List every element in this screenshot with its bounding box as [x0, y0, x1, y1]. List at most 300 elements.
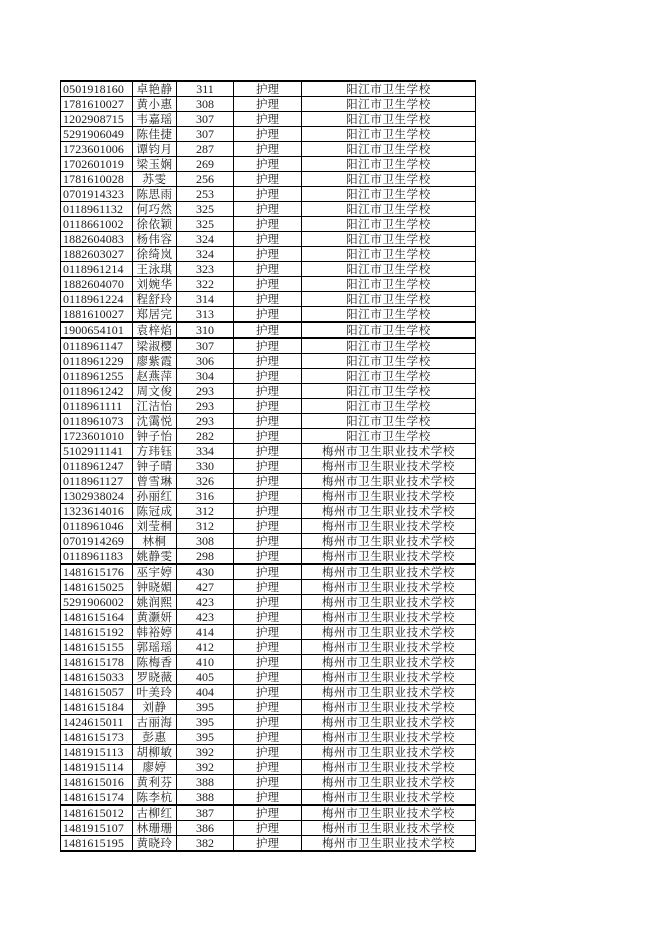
table-row [61, 338, 475, 354]
cell-exam-id[interactable]: 0118961247 [61, 459, 133, 474]
cell-exam-id[interactable]: 5102911141 [61, 444, 133, 459]
cell-school[interactable]: 梅州市卫生职业技术学校 [302, 790, 476, 806]
cell-major[interactable]: 护理 [234, 232, 302, 247]
cell-score[interactable]: 282 [177, 429, 234, 444]
cell-school[interactable]: 阳江市卫生学校 [302, 112, 476, 127]
cell-school[interactable]: 阳江市卫生学校 [302, 307, 476, 323]
cell-major[interactable]: 护理 [234, 489, 302, 504]
cell-exam-id[interactable]: 1481615174 [61, 790, 133, 806]
cell-score[interactable]: 311 [177, 82, 234, 97]
cell-major[interactable]: 护理 [234, 610, 302, 625]
cell-school[interactable]: 阳江市卫生学校 [302, 247, 476, 262]
cell-score[interactable]: 334 [177, 444, 234, 459]
cell-major[interactable]: 护理 [234, 277, 302, 292]
cell-exam-id[interactable]: 0118961111 [61, 399, 133, 414]
cell-student-name[interactable]: 彭惠 [133, 730, 177, 745]
table-row [61, 232, 475, 247]
table-row [61, 489, 475, 504]
cell-major[interactable]: 护理 [234, 504, 302, 519]
table-row [61, 399, 475, 414]
cell-exam-id[interactable]: 1481615164 [61, 610, 133, 625]
cell-student-name[interactable]: 杨伟容 [133, 232, 177, 247]
cell-exam-id[interactable]: 1323614016 [61, 504, 133, 519]
cell-score[interactable]: 405 [177, 670, 234, 685]
cell-student-name[interactable]: 卓艳静 [133, 82, 177, 97]
cell-student-name[interactable]: 孙丽红 [133, 489, 177, 504]
cell-school[interactable]: 阳江市卫生学校 [302, 172, 476, 187]
table-row [61, 534, 475, 549]
cell-exam-id[interactable]: 1723601006 [61, 142, 133, 157]
table-row [61, 519, 475, 534]
cell-score[interactable]: 324 [177, 247, 234, 262]
cell-student-name[interactable]: 陈梅香 [133, 655, 177, 670]
cell-score[interactable]: 423 [177, 595, 234, 610]
table-row [61, 322, 475, 338]
cell-score[interactable]: 269 [177, 157, 234, 172]
cell-student-name[interactable]: 苏雯 [133, 172, 177, 187]
cell-major[interactable]: 护理 [234, 640, 302, 655]
cell-student-name[interactable]: 陈李杭 [133, 790, 177, 806]
cell-major[interactable]: 护理 [234, 187, 302, 202]
cell-student-name[interactable]: 刘静 [133, 700, 177, 715]
cell-school[interactable]: 阳江市卫生学校 [302, 384, 476, 399]
cell-score[interactable]: 316 [177, 489, 234, 504]
cell-student-name[interactable]: 陈冠成 [133, 504, 177, 519]
cell-score[interactable]: 310 [177, 322, 234, 338]
cell-school[interactable]: 阳江市卫生学校 [302, 82, 476, 97]
cell-student-name[interactable]: 郭瑶瑶 [133, 640, 177, 655]
table-row [61, 384, 475, 399]
table-row [61, 202, 475, 217]
cell-score[interactable]: 395 [177, 715, 234, 730]
cell-major[interactable]: 护理 [234, 836, 302, 851]
cell-major[interactable]: 护理 [234, 338, 302, 354]
cell-student-name[interactable]: 胡柳敏 [133, 745, 177, 760]
cell-student-name[interactable]: 王泳琪 [133, 262, 177, 277]
cell-school[interactable]: 阳江市卫生学校 [302, 187, 476, 202]
cell-score[interactable]: 388 [177, 790, 234, 806]
cell-school[interactable]: 梅州市卫生职业技术学校 [302, 534, 476, 549]
cell-score[interactable]: 392 [177, 745, 234, 760]
cell-school[interactable]: 梅州市卫生职业技术学校 [302, 610, 476, 625]
table-row [61, 821, 475, 836]
cell-major[interactable]: 护理 [234, 217, 302, 232]
cell-exam-id[interactable]: 1781610027 [61, 97, 133, 112]
cell-student-name[interactable]: 袁梓焰 [133, 322, 177, 338]
cell-school[interactable]: 梅州市卫生职业技术学校 [302, 700, 476, 715]
cell-school[interactable]: 阳江市卫生学校 [302, 157, 476, 172]
cell-score[interactable]: 323 [177, 262, 234, 277]
cell-school[interactable]: 梅州市卫生职业技术学校 [302, 519, 476, 534]
table-row [61, 504, 475, 519]
cell-major[interactable]: 护理 [234, 97, 302, 112]
cell-score[interactable]: 410 [177, 655, 234, 670]
cell-major[interactable]: 护理 [234, 444, 302, 459]
cell-exam-id[interactable]: 0501918160 [61, 82, 133, 97]
cell-student-name[interactable]: 沈霭悦 [133, 414, 177, 429]
table-row [61, 670, 475, 685]
cell-school[interactable]: 梅州市卫生职业技术学校 [302, 685, 476, 700]
cell-student-name[interactable]: 黄晓玲 [133, 836, 177, 851]
cell-score[interactable]: 307 [177, 112, 234, 127]
cell-exam-id[interactable]: 0118661002 [61, 217, 133, 232]
cell-exam-id[interactable]: 1481615173 [61, 730, 133, 745]
cell-exam-id[interactable]: 0118961127 [61, 474, 133, 489]
cell-score[interactable]: 392 [177, 760, 234, 775]
table-row [61, 292, 475, 307]
cell-exam-id[interactable]: 1481915114 [61, 760, 133, 775]
table-row [61, 836, 475, 851]
cell-school[interactable]: 梅州市卫生职业技术学校 [302, 474, 476, 489]
cell-score[interactable]: 382 [177, 836, 234, 851]
cell-exam-id[interactable]: 1481615016 [61, 775, 133, 790]
spreadsheet-table [60, 80, 476, 852]
cell-score[interactable]: 325 [177, 202, 234, 217]
cell-major[interactable]: 护理 [234, 685, 302, 700]
cell-school[interactable]: 梅州市卫生职业技术学校 [302, 655, 476, 670]
cell-school[interactable]: 梅州市卫生职业技术学校 [302, 760, 476, 775]
cell-school[interactable]: 阳江市卫生学校 [302, 217, 476, 232]
cell-school[interactable]: 梅州市卫生职业技术学校 [302, 595, 476, 610]
table-row [61, 625, 475, 640]
cell-score[interactable]: 412 [177, 640, 234, 655]
cell-major[interactable]: 护理 [234, 549, 302, 565]
table-row [61, 655, 475, 670]
cell-student-name[interactable]: 郑居完 [133, 307, 177, 323]
cell-school[interactable]: 梅州市卫生职业技术学校 [302, 504, 476, 519]
table-row [61, 700, 475, 715]
cell-student-name[interactable]: 钟晓媚 [133, 580, 177, 595]
cell-student-name[interactable]: 徐依颖 [133, 217, 177, 232]
cell-student-name[interactable]: 钟子晴 [133, 459, 177, 474]
cell-student-name[interactable]: 巫宇婷 [133, 564, 177, 580]
cell-exam-id[interactable]: 1702601019 [61, 157, 133, 172]
cell-school[interactable]: 梅州市卫生职业技术学校 [302, 549, 476, 565]
table-row [61, 730, 475, 745]
cell-score[interactable]: 324 [177, 232, 234, 247]
cell-score[interactable]: 306 [177, 354, 234, 369]
cell-score[interactable]: 253 [177, 187, 234, 202]
cell-exam-id[interactable]: 1481615195 [61, 836, 133, 851]
table-row [61, 142, 475, 157]
cell-student-name[interactable]: 姚润熙 [133, 595, 177, 610]
cell-exam-id[interactable]: 0701914269 [61, 534, 133, 549]
cell-exam-id[interactable]: 0118961183 [61, 549, 133, 565]
cell-school[interactable]: 阳江市卫生学校 [302, 322, 476, 338]
cell-score[interactable]: 308 [177, 97, 234, 112]
cell-major[interactable]: 护理 [234, 172, 302, 187]
cell-major[interactable]: 护理 [234, 112, 302, 127]
table-row [61, 760, 475, 775]
cell-school[interactable]: 阳江市卫生学校 [302, 399, 476, 414]
table-row [61, 459, 475, 474]
cell-student-name[interactable]: 廖紫霞 [133, 354, 177, 369]
cell-score[interactable]: 423 [177, 610, 234, 625]
cell-score[interactable]: 388 [177, 775, 234, 790]
cell-student-name[interactable]: 叶美玲 [133, 685, 177, 700]
cell-student-name[interactable]: 方玮钰 [133, 444, 177, 459]
cell-score[interactable]: 414 [177, 625, 234, 640]
cell-major[interactable]: 护理 [234, 595, 302, 610]
cell-exam-id[interactable]: 1481615192 [61, 625, 133, 640]
table-row [61, 775, 475, 790]
table-row [61, 307, 475, 323]
cell-major[interactable]: 护理 [234, 354, 302, 369]
table-row [61, 414, 475, 429]
cell-major[interactable]: 护理 [234, 534, 302, 549]
cell-major[interactable]: 护理 [234, 262, 302, 277]
cell-major[interactable]: 护理 [234, 429, 302, 444]
cell-score[interactable]: 307 [177, 127, 234, 142]
cell-school[interactable]: 梅州市卫生职业技术学校 [302, 821, 476, 836]
cell-exam-id[interactable]: 1881610027 [61, 307, 133, 323]
cell-school[interactable]: 梅州市卫生职业技术学校 [302, 730, 476, 745]
cell-major[interactable]: 护理 [234, 459, 302, 474]
table-row [61, 715, 475, 730]
cell-major[interactable]: 护理 [234, 564, 302, 580]
cell-exam-id[interactable]: 0118961229 [61, 354, 133, 369]
cell-student-name[interactable]: 梁玉娴 [133, 157, 177, 172]
cell-student-name[interactable]: 梁淑樱 [133, 338, 177, 354]
cell-score[interactable]: 293 [177, 414, 234, 429]
cell-school[interactable]: 阳江市卫生学校 [302, 338, 476, 354]
table-row [61, 790, 475, 806]
cell-score[interactable]: 293 [177, 399, 234, 414]
cell-major[interactable]: 护理 [234, 519, 302, 534]
cell-exam-id[interactable]: 1481615033 [61, 670, 133, 685]
cell-student-name[interactable]: 罗晓薇 [133, 670, 177, 685]
table-row [61, 745, 475, 760]
cell-school[interactable]: 梅州市卫生职业技术学校 [302, 564, 476, 580]
cell-school[interactable]: 阳江市卫生学校 [302, 202, 476, 217]
cell-exam-id[interactable]: 5291906049 [61, 127, 133, 142]
cell-student-name[interactable]: 陈思雨 [133, 187, 177, 202]
cell-student-name[interactable]: 徐绮岚 [133, 247, 177, 262]
cell-exam-id[interactable]: 0118961132 [61, 202, 133, 217]
cell-school[interactable]: 阳江市卫生学校 [302, 292, 476, 307]
cell-score[interactable]: 395 [177, 730, 234, 745]
cell-score[interactable]: 313 [177, 307, 234, 323]
cell-exam-id[interactable]: 1481615012 [61, 805, 133, 821]
cell-major[interactable]: 护理 [234, 384, 302, 399]
cell-major[interactable]: 护理 [234, 580, 302, 595]
cell-student-name[interactable]: 古柳红 [133, 805, 177, 821]
cell-exam-id[interactable]: 1481615025 [61, 580, 133, 595]
table-row [61, 549, 475, 565]
cell-school[interactable]: 梅州市卫生职业技术学校 [302, 489, 476, 504]
table-row [61, 157, 475, 172]
cell-major[interactable]: 护理 [234, 202, 302, 217]
cell-major[interactable]: 护理 [234, 82, 302, 97]
cell-student-name[interactable]: 何巧然 [133, 202, 177, 217]
cell-student-name[interactable]: 曾雪琳 [133, 474, 177, 489]
cell-student-name[interactable]: 钟子怡 [133, 429, 177, 444]
cell-student-name[interactable]: 韩裕婷 [133, 625, 177, 640]
cell-exam-id[interactable]: 0118961147 [61, 338, 133, 354]
cell-student-name[interactable]: 陈佳捷 [133, 127, 177, 142]
cell-score[interactable]: 312 [177, 504, 234, 519]
table-row [61, 82, 475, 97]
cell-exam-id[interactable]: 0118961224 [61, 292, 133, 307]
table-row [61, 444, 475, 459]
cell-student-name[interactable]: 黄小惠 [133, 97, 177, 112]
cell-school[interactable]: 梅州市卫生职业技术学校 [302, 580, 476, 595]
cell-major[interactable]: 护理 [234, 760, 302, 775]
cell-major[interactable]: 护理 [234, 414, 302, 429]
cell-student-name[interactable]: 林桐 [133, 534, 177, 549]
table-row [61, 187, 475, 202]
cell-score[interactable]: 256 [177, 172, 234, 187]
cell-school[interactable]: 阳江市卫生学校 [302, 414, 476, 429]
cell-school[interactable]: 阳江市卫生学校 [302, 232, 476, 247]
cell-student-name[interactable]: 谭钧月 [133, 142, 177, 157]
cell-school[interactable]: 阳江市卫生学校 [302, 127, 476, 142]
cell-school[interactable]: 阳江市卫生学校 [302, 262, 476, 277]
cell-student-name[interactable]: 刘婉华 [133, 277, 177, 292]
cell-score[interactable]: 322 [177, 277, 234, 292]
cell-student-name[interactable]: 廖婷 [133, 760, 177, 775]
cell-score[interactable]: 287 [177, 142, 234, 157]
cell-school[interactable]: 梅州市卫生职业技术学校 [302, 745, 476, 760]
cell-school[interactable]: 梅州市卫生职业技术学校 [302, 640, 476, 655]
cell-score[interactable]: 395 [177, 700, 234, 715]
cell-major[interactable]: 护理 [234, 655, 302, 670]
table-row [61, 369, 475, 384]
cell-school[interactable]: 阳江市卫生学校 [302, 277, 476, 292]
cell-score[interactable]: 326 [177, 474, 234, 489]
cell-major[interactable]: 护理 [234, 730, 302, 745]
cell-major[interactable]: 护理 [234, 670, 302, 685]
cell-exam-id[interactable]: 1481915107 [61, 821, 133, 836]
cell-school[interactable]: 梅州市卫生职业技术学校 [302, 625, 476, 640]
cell-student-name[interactable]: 林珊珊 [133, 821, 177, 836]
cell-major[interactable]: 护理 [234, 745, 302, 760]
cell-exam-id[interactable]: 1781610028 [61, 172, 133, 187]
cell-school[interactable]: 梅州市卫生职业技术学校 [302, 836, 476, 851]
table-row [61, 217, 475, 232]
cell-score[interactable]: 314 [177, 292, 234, 307]
cell-exam-id[interactable]: 1900654101 [61, 322, 133, 338]
cell-school[interactable]: 梅州市卫生职业技术学校 [302, 459, 476, 474]
cell-exam-id[interactable]: 1202908715 [61, 112, 133, 127]
cell-student-name[interactable]: 姚静雯 [133, 549, 177, 565]
cell-major[interactable]: 护理 [234, 805, 302, 821]
cell-exam-id[interactable]: 1882603027 [61, 247, 133, 262]
cell-school[interactable]: 梅州市卫生职业技术学校 [302, 715, 476, 730]
cell-school[interactable]: 阳江市卫生学校 [302, 429, 476, 444]
cell-score[interactable]: 387 [177, 805, 234, 821]
cell-student-name[interactable]: 黄灏妍 [133, 610, 177, 625]
table-body [61, 82, 475, 851]
cell-major[interactable]: 护理 [234, 625, 302, 640]
cell-school[interactable]: 阳江市卫生学校 [302, 142, 476, 157]
cell-student-name[interactable]: 周文俊 [133, 384, 177, 399]
cell-major[interactable]: 护理 [234, 474, 302, 489]
cell-exam-id[interactable]: 1302938024 [61, 489, 133, 504]
table-row [61, 429, 475, 444]
cell-score[interactable]: 312 [177, 519, 234, 534]
cell-exam-id[interactable]: 1481615184 [61, 700, 133, 715]
cell-score[interactable]: 330 [177, 459, 234, 474]
cell-student-name[interactable]: 赵燕萍 [133, 369, 177, 384]
cell-score[interactable]: 404 [177, 685, 234, 700]
cell-school[interactable]: 梅州市卫生职业技术学校 [302, 805, 476, 821]
cell-exam-id[interactable]: 1481615176 [61, 564, 133, 580]
cell-major[interactable]: 护理 [234, 292, 302, 307]
cell-school[interactable]: 阳江市卫生学校 [302, 369, 476, 384]
cell-school[interactable]: 阳江市卫生学校 [302, 354, 476, 369]
cell-exam-id[interactable]: 0118961255 [61, 369, 133, 384]
admission-list-table [61, 82, 475, 851]
table-row [61, 247, 475, 262]
cell-score[interactable]: 293 [177, 384, 234, 399]
cell-exam-id[interactable]: 1424615011 [61, 715, 133, 730]
cell-exam-id[interactable]: 1723601010 [61, 429, 133, 444]
table-row [61, 262, 475, 277]
cell-score[interactable]: 308 [177, 534, 234, 549]
cell-student-name[interactable]: 江洁怡 [133, 399, 177, 414]
table-row [61, 127, 475, 142]
cell-school[interactable]: 梅州市卫生职业技术学校 [302, 775, 476, 790]
cell-major[interactable]: 护理 [234, 775, 302, 790]
cell-exam-id[interactable]: 5291906002 [61, 595, 133, 610]
cell-exam-id[interactable]: 1882604083 [61, 232, 133, 247]
table-row [61, 685, 475, 700]
cell-major[interactable]: 护理 [234, 399, 302, 414]
cell-score[interactable]: 304 [177, 369, 234, 384]
cell-major[interactable]: 护理 [234, 821, 302, 836]
cell-major[interactable]: 护理 [234, 322, 302, 338]
cell-exam-id[interactable]: 1481615178 [61, 655, 133, 670]
table-row [61, 580, 475, 595]
cell-school[interactable]: 梅州市卫生职业技术学校 [302, 670, 476, 685]
cell-score[interactable]: 307 [177, 338, 234, 354]
cell-student-name[interactable]: 古丽海 [133, 715, 177, 730]
cell-score[interactable]: 430 [177, 564, 234, 580]
cell-major[interactable]: 护理 [234, 247, 302, 262]
cell-major[interactable]: 护理 [234, 369, 302, 384]
cell-score[interactable]: 386 [177, 821, 234, 836]
cell-exam-id[interactable]: 0118961046 [61, 519, 133, 534]
cell-major[interactable]: 护理 [234, 700, 302, 715]
cell-major[interactable]: 护理 [234, 127, 302, 142]
cell-student-name[interactable]: 程舒玲 [133, 292, 177, 307]
cell-exam-id[interactable]: 1882604070 [61, 277, 133, 292]
cell-exam-id[interactable]: 1481915113 [61, 745, 133, 760]
cell-exam-id[interactable]: 0118961242 [61, 384, 133, 399]
cell-exam-id[interactable]: 0701914323 [61, 187, 133, 202]
table-row [61, 172, 475, 187]
cell-student-name[interactable]: 黄利芬 [133, 775, 177, 790]
cell-major[interactable]: 护理 [234, 307, 302, 323]
cell-exam-id[interactable]: 0118961214 [61, 262, 133, 277]
cell-score[interactable]: 325 [177, 217, 234, 232]
cell-score[interactable]: 298 [177, 549, 234, 565]
cell-exam-id[interactable]: 1481615155 [61, 640, 133, 655]
cell-exam-id[interactable]: 0118961073 [61, 414, 133, 429]
table-row [61, 805, 475, 821]
cell-school[interactable]: 梅州市卫生职业技术学校 [302, 444, 476, 459]
cell-major[interactable]: 护理 [234, 142, 302, 157]
cell-major[interactable]: 护理 [234, 715, 302, 730]
cell-major[interactable]: 护理 [234, 157, 302, 172]
cell-major[interactable]: 护理 [234, 790, 302, 806]
cell-student-name[interactable]: 刘莹桐 [133, 519, 177, 534]
cell-student-name[interactable]: 韦嘉瑶 [133, 112, 177, 127]
cell-score[interactable]: 427 [177, 580, 234, 595]
cell-school[interactable]: 阳江市卫生学校 [302, 97, 476, 112]
cell-exam-id[interactable]: 1481615057 [61, 685, 133, 700]
